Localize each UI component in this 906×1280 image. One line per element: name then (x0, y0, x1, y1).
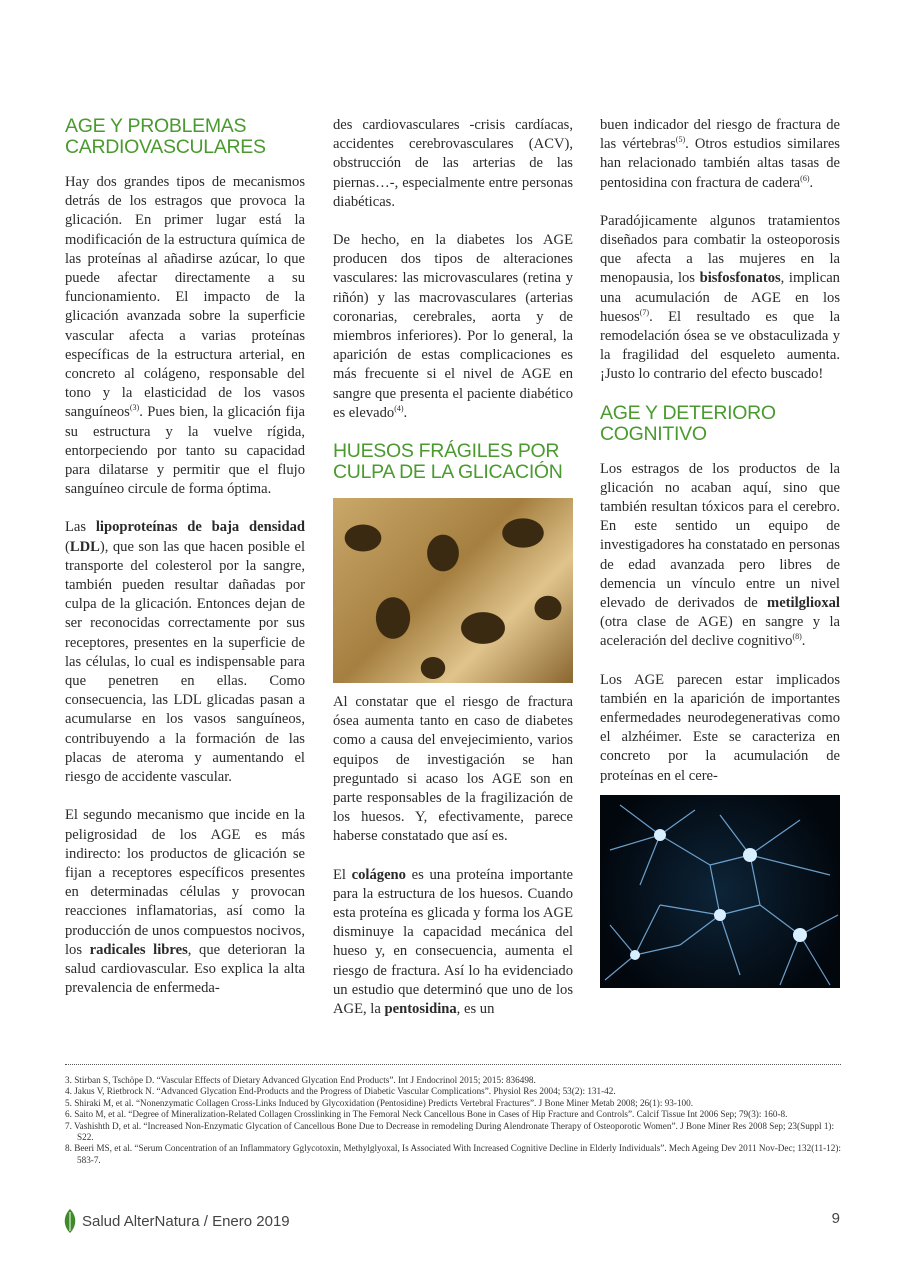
paragraph: Paradójicamente algunos tratamientos diseñados para combatir la osteoporosis que afecta a las mujeres en la menopausia, los bisfosfonatos, implican una acumulación de AGE en los huesos$^{(7)}$. El resultado es que la remodelación ósea se ve obstaculizada y la fragilidad del esqueleto aumenta. ¡Justo lo contrario del efecto buscado! (600, 212, 840, 383)
bone-tissue-image (333, 498, 573, 683)
paragraph: Al constatar que el riesgo de fractura ósea aumenta tanto en caso de diabetes como a causa del envejecimiento, varios equipos de investigación se han preguntado si acaso los AGE son en parte responsables de la fragilización de los huesos. Y, efectivamente, parece haberse constatado que así es. (333, 694, 573, 845)
reference-item: 8. Beeri MS, et al. “Serum Concentration of an Inflammatory Gglycotoxin, Methylglyoxal, Is Associated With Increased Cognitive Decline in Elderly Individuals”. Mech Ageing Dev 2011 Nov-Dec; 132(11-12): 583-7. (65, 1143, 841, 1165)
column-2 (333, 116, 573, 1019)
paragraph: Los AGE parecen estar implicados también en la aparición de importantes enfermedades neurodegenerativas como el alzhéimer. Este se caracteriza en concreto por la acumulación de proteínas en el cere- (600, 671, 840, 784)
heading-deterioro-cognitivo: AGE Y DETERIORO COGNITIVO (600, 401, 776, 445)
leaf-logo-icon (62, 1208, 78, 1234)
paragraph: Los estragos de los productos de la glicación no acaban aquí, sino que también resultan tóxicos para el cerebro. En este sentido un equipo de investigadores ha constatado en personas de edad avanzada pero libres de demencia un vínculo entre un nivel elevado de derivados de metilglioxal (otra clase de AGE) en sangre y la aceleración del declive cognitivo$^{(8)}$. (600, 460, 840, 650)
heading-huesos-fragiles: HUESOS FRÁGILES POR CULPA DE LA GLICACIÓN (333, 440, 563, 484)
reference-item: 5. Shiraki M, et al. “Nonenzymatic Collagen Cross-Links Induced by Glycoxidation (Pentosidine) Predicts Vertebral Fractures”. J Bone Miner Metab 2008; 26(1): 93-100. (65, 1097, 694, 1108)
paragraph: buen indicador del riesgo de fractura de las vértebras$^{(5)}$. Otros estudios similares han relacionado también altas tasas de pentosidina con fractura de cadera$^{(6)}$. (600, 117, 840, 191)
page-footer (62, 1208, 842, 1234)
paragraph: El colágeno es una proteína importante para la estructura de los huesos. Cuando esta proteína es glicada y forma los AGE disminuye la capacidad mecánica del hueso y, en consecuencia, aumenta el riesgo de fractura. Así lo ha evidenciado un estudio que determinó que uno de los AGE, la pentosidina, es un (333, 866, 573, 1018)
paragraph: des cardiovasculares -crisis cardíacas, accidentes cerebrovasculares (ACV), obstrucción de las arterias de las piernas…-, especialmente entre personas diabéticas. (333, 117, 573, 210)
column-3 (600, 116, 840, 988)
magazine-title: Salud AlterNatura / Enero 2019 (82, 1213, 290, 1230)
references-list (65, 1075, 845, 1166)
reference-item: 6. Saito M, et al. “Degree of Mineralization-Related Collagen Crosslinking in The Femoral Neck Cancellous Bone in Cases of Hip Fracture and Controls”. Calcif Tissue Int 2006 Sep; 79(3): 160-8. (65, 1109, 788, 1120)
heading-age-cardiovascular: AGE Y PROBLEMAS CARDIOVASCULARES (65, 115, 266, 158)
paragraph: Hay dos grandes tipos de mecanismos detrás de los estragos que provoca la glicación. En primer lugar está la modificación de la estructura química de las proteínas al añadirse azúcar, lo que puede afectar directamente a su funcionamiento. El impacto de la glicación avanzada sobre la superficie vascular afecta a varias proteínas específicas de la estructura arterial, en concreto al colágeno, responsable del tono y la elasticidad de los vasos sanguíneos$^{(3)}$. Pues bien, la glicación fija su estructura y la vuelve rígida, entorpeciendo por tanto su capacidad para dilatarse y permitir que el flujo sanguíneo circule de forma óptima. (65, 174, 305, 498)
reference-item: 4. Jakus V, Rietbrock N. “Advanced Glycation End-Products and the Progress of Diabetic Vascular Complications”. Physiol Res 2004; 53(2): 131-42. (65, 1086, 616, 1097)
reference-item: 7. Vashishth D, et al. “Increased Non-Enzymatic Glycation of Cancellous Bone Due to Decrease in remodeling During Alendronate Therapy of Osteoporotic Women”. J Bone Miner Res 2008 Sep; 23(Suppl 1): S22. (65, 1120, 835, 1143)
reference-item: 3. Stirban S, Tschöpe D. “Vascular Effects of Dietary Advanced Glycation End Products”. Int J Endocrinol 2015; 2015: 836498. (65, 1075, 536, 1085)
page-number: 9 (831, 1210, 840, 1227)
paragraph: Las lipoproteínas de baja densidad (LDL), que son las que hacen posible el transporte del colesterol por la sangre, también pueden resultar dañadas por culpa de la glicación. Entonces dejan de ser reconocidas correctamente por sus receptores, presentes en la superficie de las células, lo cual es indispensable para que penetren en ellas. Como consecuencia, las LDL glicadas pasan a acumularse en los vasos sanguíneos, contribuyendo a la formación de las placas de ateroma y aumentando el riesgo de accidente vascular. (65, 519, 305, 786)
paragraph: De hecho, en la diabetes los AGE producen dos tipos de alteraciones vasculares: las microvasculares (retina y riñón) y las macrovasculares (arterias coronarias, cerebrales, aorta y de miembros inferiores). Por lo general, la aparición de estas complicaciones es más frecuente si el nivel de AGE en sangre que presenta el paciente diabético es elevado$^{(4)}$. (333, 232, 573, 421)
column-1 (65, 116, 305, 998)
neurons-image (600, 795, 840, 988)
references-divider (65, 1064, 841, 1065)
paragraph: El segundo mecanismo que incide en la peligrosidad de los AGE es más indirecto: los productos de glicación se fijan a receptores específicos presentes en determinadas células y provocan reacciones inflamatorias, así como la producción de unos compuestos nocivos, los radicales libres, que deterioran la salud cardiovascular. Eso explica la alta prevalencia de enfermeda- (65, 807, 305, 997)
